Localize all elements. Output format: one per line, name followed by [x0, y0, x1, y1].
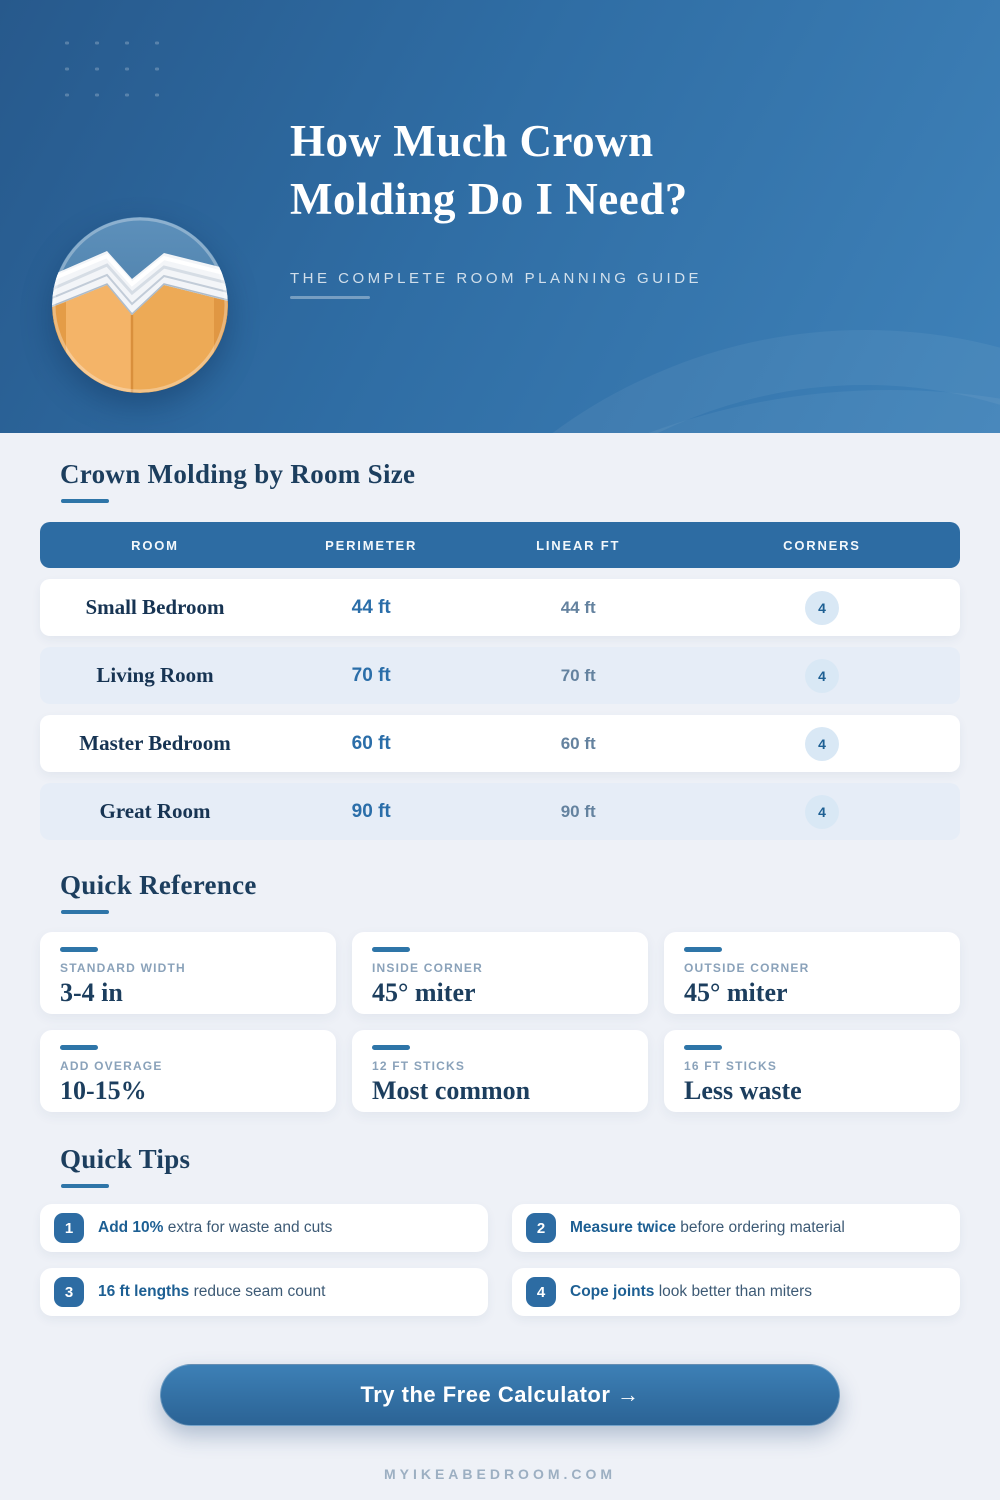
crown-molding-corner-image	[52, 217, 228, 393]
tip-item	[512, 1268, 960, 1316]
tip-text-bold: Cope joints	[570, 1283, 655, 1300]
tip-text	[570, 1219, 845, 1237]
tip-text	[98, 1283, 325, 1301]
room-size-section	[40, 433, 960, 840]
corners-badge: 4	[805, 659, 839, 693]
subtitle-underline	[290, 296, 370, 299]
main-content	[0, 433, 1000, 1484]
tip-number-badge: 2	[526, 1213, 556, 1243]
tip-item	[40, 1204, 488, 1252]
card-label: STANDARD WIDTH	[60, 961, 186, 975]
linear-ft-value: 70 ft	[560, 665, 596, 685]
room-size-heading: Crown Molding by Room Size	[60, 459, 416, 489]
page-subtitle: THE COMPLETE ROOM PLANNING GUIDE	[290, 270, 703, 287]
quick-tips-section	[40, 1112, 960, 1316]
table-row	[40, 783, 960, 840]
card-value: 10-15%	[60, 1076, 147, 1105]
room-name: Master Bedroom	[79, 731, 231, 755]
card-value: Less waste	[684, 1076, 802, 1105]
room-name: Living Room	[96, 663, 214, 687]
tip-text-bold: Add 10%	[98, 1219, 164, 1236]
reference-card	[352, 932, 648, 1014]
quick-reference-section	[40, 840, 960, 1112]
corners-badge: 4	[805, 795, 839, 829]
tip-text-rest: reduce seam count	[189, 1283, 326, 1300]
header-banner	[0, 0, 1000, 433]
column-header-corners: CORNERS	[783, 537, 861, 553]
tip-text-bold: 16 ft lengths	[98, 1283, 190, 1300]
card-label: 16 FT STICKS	[684, 1059, 778, 1073]
reference-card	[40, 1030, 336, 1112]
table-row	[40, 579, 960, 636]
tip-number-badge: 3	[54, 1277, 84, 1307]
reference-card	[664, 1030, 960, 1112]
page-title-line2: Molding Do I Need?	[290, 174, 688, 224]
card-value: 45° miter	[372, 978, 476, 1007]
reference-card	[664, 932, 960, 1014]
heading-underline	[61, 499, 109, 503]
card-label: INSIDE CORNER	[372, 961, 483, 975]
corners-badge: 4	[805, 727, 839, 761]
card-accent-dash	[684, 947, 722, 952]
card-accent-dash	[684, 1045, 722, 1050]
column-header-linear-ft: LINEAR FT	[536, 537, 621, 553]
room-name: Small Bedroom	[85, 595, 225, 619]
reference-card	[40, 932, 336, 1014]
quick-reference-grid	[40, 932, 960, 1112]
tip-text-rest: look better than miters	[654, 1283, 813, 1300]
page-title-line1: How Much Crown	[290, 116, 654, 166]
card-label: 12 FT STICKS	[372, 1059, 466, 1073]
card-accent-dash	[60, 1045, 98, 1050]
linear-ft-value: 44 ft	[560, 597, 596, 617]
room-name: Great Room	[99, 799, 211, 823]
tip-item	[512, 1204, 960, 1252]
page-title	[290, 112, 688, 228]
reference-card	[352, 1030, 648, 1112]
linear-ft-value: 90 ft	[560, 801, 596, 821]
free-calculator-button[interactable]: Try the Free Calculator →	[160, 1364, 840, 1426]
tip-text	[98, 1219, 332, 1237]
column-header-room: ROOM	[131, 537, 179, 553]
card-accent-dash	[372, 947, 410, 952]
perimeter-value: 90 ft	[351, 800, 391, 822]
crown-molding-illustration	[52, 217, 228, 393]
quick-reference-heading: Quick Reference	[60, 870, 257, 900]
footer	[40, 1466, 960, 1484]
card-accent-dash	[372, 1045, 410, 1050]
card-value: 3-4 in	[60, 978, 123, 1007]
card-accent-dash	[60, 947, 98, 952]
linear-ft-value: 60 ft	[560, 733, 596, 753]
quick-tips-heading: Quick Tips	[60, 1144, 191, 1174]
decorative-dot-grid	[52, 30, 164, 102]
column-header-perimeter: PERIMETER	[325, 537, 418, 553]
perimeter-value: 44 ft	[351, 596, 391, 618]
card-value: Most common	[372, 1076, 531, 1105]
tip-text-rest: before ordering material	[675, 1219, 845, 1236]
table-header-row	[40, 522, 960, 568]
tip-text-rest: extra for waste and cuts	[163, 1219, 333, 1236]
tip-text-bold: Measure twice	[570, 1219, 676, 1236]
perimeter-value: 60 ft	[351, 732, 391, 754]
card-label: OUTSIDE CORNER	[684, 961, 810, 975]
heading-underline	[61, 1184, 109, 1188]
corners-badge: 4	[805, 591, 839, 625]
card-label: ADD OVERAGE	[60, 1059, 163, 1073]
tip-text	[570, 1283, 812, 1301]
table-row	[40, 647, 960, 704]
tip-number-badge: 4	[526, 1277, 556, 1307]
tip-number-badge: 1	[54, 1213, 84, 1243]
heading-underline	[61, 910, 109, 914]
table-row	[40, 715, 960, 772]
quick-tips-grid	[40, 1204, 960, 1316]
site-name: MYIKEABEDROOM.COM	[383, 1466, 617, 1482]
tip-item	[40, 1268, 488, 1316]
perimeter-value: 70 ft	[351, 664, 391, 686]
cta-container	[40, 1364, 960, 1426]
card-value: 45° miter	[684, 978, 788, 1007]
